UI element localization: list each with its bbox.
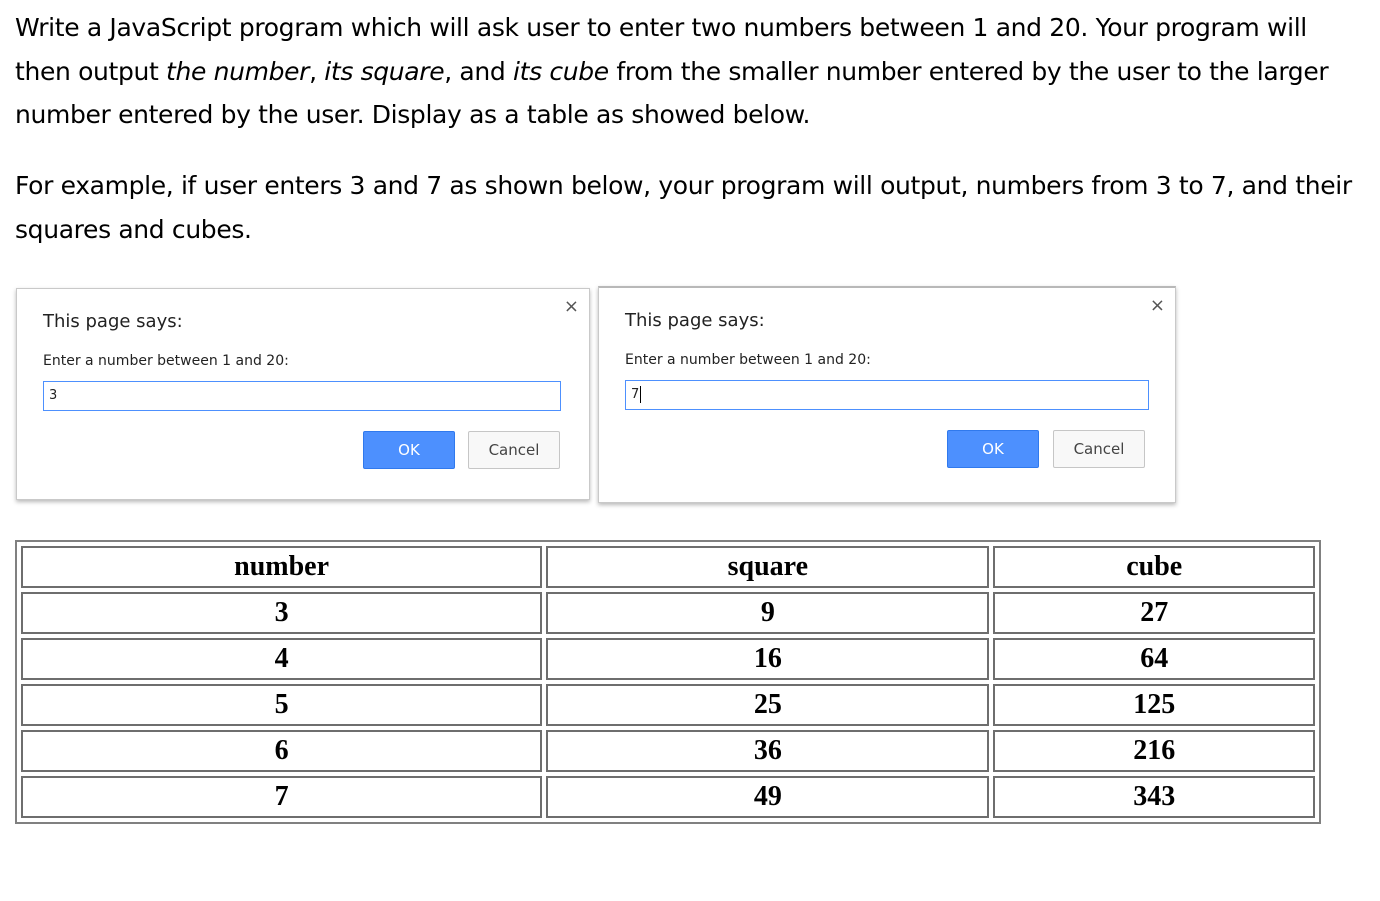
dialog-message: Enter a number between 1 and 20: [625,352,871,368]
cell-square: 16 [546,638,989,680]
cell-number: 3 [21,592,542,634]
cell-cube: 343 [993,776,1315,818]
instructions-sep-2: , and [444,56,514,86]
cell-square: 36 [546,730,989,772]
cell-square: 9 [546,592,989,634]
instructions-em-square: its square [324,56,445,86]
instructions-paragraph-2: For example, if user enters 3 and 7 as shown below, your program will output, numbers from 3 to 7, and their squares and cubes. [15,171,1352,244]
dialog-title: This page says: [43,311,183,332]
prompt-dialog-first [16,288,590,500]
table-row [21,776,1315,818]
instructions-paragraph-1 [15,6,1360,137]
cell-cube: 27 [993,592,1315,634]
close-icon[interactable]: × [563,296,579,317]
cell-number: 4 [21,638,542,680]
cell-cube: 125 [993,684,1315,726]
instructions-em-cube: its cube [513,56,609,86]
header-square: square [546,546,989,588]
header-number: number [21,546,542,588]
table-row [21,592,1315,634]
cell-square: 49 [546,776,989,818]
cell-square: 25 [546,684,989,726]
instructions-sep-1: , [309,56,325,86]
cancel-button[interactable]: Cancel [1053,430,1145,468]
text-cursor [640,386,641,403]
instructions-text-2: from the smaller number entered by the user to the larger number entered by the user. Display as a table as showed below. [15,56,1329,129]
table-header-row [21,546,1315,588]
instructions-text-1: Write a JavaScript program which will ask user to enter two numbers between 1 and 20. Your program will then output [15,13,1307,86]
cell-number: 6 [21,730,542,772]
input-value: 7 [631,387,640,402]
cell-cube: 64 [993,638,1315,680]
ok-button[interactable]: OK [947,430,1039,468]
cell-number: 7 [21,776,542,818]
table-row [21,730,1315,772]
table-row [21,638,1315,680]
prompt-dialog-second [598,286,1176,503]
header-cube: cube [993,546,1315,588]
dialog-message: Enter a number between 1 and 20: [43,353,289,369]
cell-cube: 216 [993,730,1315,772]
close-icon[interactable]: × [1149,295,1165,316]
table-row [21,684,1315,726]
cell-number: 5 [21,684,542,726]
ok-button[interactable]: OK [363,431,455,469]
number-input-field[interactable]: 3 [43,381,561,411]
results-table [15,540,1321,824]
number-input-field[interactable] [625,380,1149,410]
instructions-em-number: the number [166,56,310,86]
cancel-button[interactable]: Cancel [468,431,560,469]
dialog-title: This page says: [625,310,765,331]
